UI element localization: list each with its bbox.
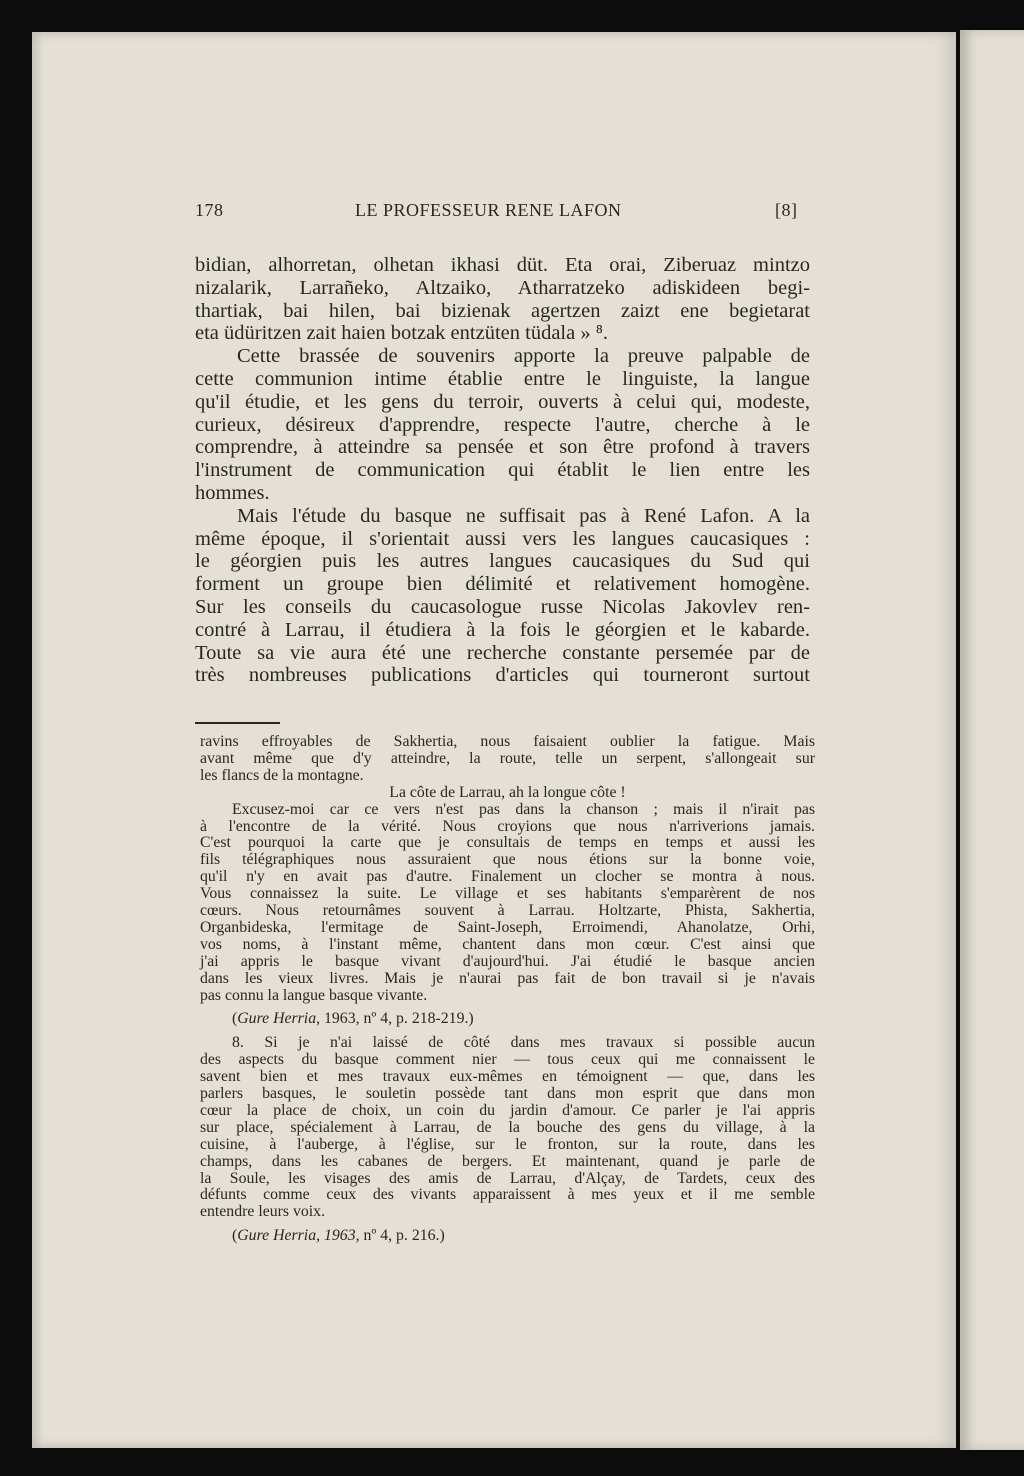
footnote-line: cœurs. Nous retournâmes souvent à Larrau. Holtzarte, Phista, Sakhertia,	[200, 902, 815, 919]
body-line: Sur les conseils du caucasologue russe Nicolas Jakovlev ren-	[195, 596, 810, 618]
footnote-line: des aspects du basque comment nier — tous ceux qui me connaissent le	[200, 1051, 815, 1069]
footnote-line: Excusez-moi car ce vers n'est pas dans la chanson ; mais il n'irait pas	[232, 800, 815, 818]
body-line: Cette brassée de souvenirs apporte la preuve palpable de	[237, 345, 810, 368]
body-line: forment un groupe bien délimité et relativement homogène.	[195, 573, 810, 596]
footnote-line	[200, 1227, 815, 1245]
footnote-line: la Soule, les visages des amis de Larrau, d'Alçay, de Tardets, ceux des	[200, 1169, 815, 1187]
body-line: très nombreuses publications d'articles qui tourneront surtout	[195, 664, 810, 687]
footnote-line: parlers basques, le souletin possède tant dans mon esprit que dans mon	[200, 1085, 815, 1102]
footnote-line: Organbideska, l'ermitage de Saint-Joseph, Erroimendi, Ahanolatze, Orhi,	[200, 918, 815, 936]
body-line: hommes.	[195, 482, 270, 504]
running-title: LE PROFESSEUR RENE LAFON	[355, 200, 622, 220]
footnote-line: ravins effroyables de Sakhertia, nous faisaient oublier la fatigue. Mais	[200, 733, 815, 750]
body-line: contré à Larrau, il étudiera à la fois le géorgien et le kabarde.	[195, 618, 810, 641]
body-line: nizalarik, Larrañeko, Altzaiko, Atharratzeko adiskideen begi-	[195, 276, 810, 299]
body-line: comprendre, à atteindre sa pensée et son être profond à travers	[195, 436, 810, 459]
footnote-line: entendre leurs voix.	[200, 1203, 326, 1221]
footnote-line: 8. Si je n'ai laissé de côté dans mes travaux si possible aucun	[232, 1034, 815, 1052]
citation-title: Gure Herria, 1963,	[237, 1227, 360, 1245]
body-line: eta üdüritzen zait haien botzak entzüten tüdala » ⁸.	[195, 322, 608, 345]
footnote-line: à l'encontre de la vérité. Nous croyions que nous n'arriverions jamais.	[200, 817, 815, 835]
body-line: curieux, désireux d'apprendre, respecte l'autre, cherche à le	[195, 413, 810, 436]
footnote-line: cœur la place de choix, un coin du jardin d'amour. Ce parler je l'ai appris	[200, 1101, 815, 1119]
body-line: Mais l'étude du basque ne suffisait pas à René Lafon. A la	[237, 504, 810, 527]
citation-paren: (	[232, 1227, 238, 1245]
footnote-line: savent bien et mes travaux eux-mêmes en témoignent — que, dans les	[200, 1068, 815, 1086]
footnote-line: fils télégraphiques nous assuraient que nous étions sur la bonne voie,	[200, 851, 815, 869]
citation-details: 1963, nº 4, p. 218-219.)	[320, 1010, 474, 1028]
body-line: même époque, il s'orientait aussi vers les langues caucasiques :	[195, 527, 810, 550]
footnote-line: C'est pourquoi la carte que je consultais de temps en temps et aussi les	[200, 834, 815, 852]
footnote-line: défunts comme ceux des vivants apparaissent à mes yeux et il me semble	[200, 1186, 815, 1204]
body-line: cette communion intime établie entre le linguiste, la langue	[195, 368, 810, 390]
footnote-line: champs, dans les cabanes de bergers. Et maintenant, quand je parle de	[200, 1152, 815, 1170]
body-line: Toute sa vie aura été une recherche constante persemée par de	[195, 641, 810, 664]
footnote-line: sur place, spécialement à Larrau, de la bouche des gens du village, à la	[200, 1118, 815, 1136]
footnote-rule	[195, 722, 280, 724]
footnote-line: dans les vieux livres. Mais je n'aurai pas fait de bon travail si je n'avais	[200, 969, 815, 987]
body-line: bidian, alhorretan, olhetan ikhasi düt. Eta orai, Ziberuaz mintzo	[195, 254, 810, 276]
citation-title: Gure Herria,	[237, 1010, 321, 1028]
facing-page-edge	[960, 30, 1024, 1450]
footnote-line: cuisine, à l'auberge, à l'église, sur le fronton, sur la route, dans les	[200, 1135, 815, 1153]
footnote-line: Vous connaissez la suite. Le village et ses habitants s'emparèrent de nos	[200, 885, 815, 903]
citation-paren: (	[232, 1010, 238, 1028]
footnote-line: avant même que d'y atteindre, la route, telle un serpent, s'allongeait sur	[200, 749, 815, 767]
page-number: 178	[195, 200, 224, 220]
footnote-line	[200, 1010, 815, 1028]
footnote-line: qu'il n'y en avait pas d'autre. Finalement un clocher se montra à nous.	[200, 868, 815, 886]
body-line: le géorgien puis les autres langues caucasiques du Sud qui	[195, 550, 810, 573]
citation-details: nº 4, p. 216.)	[359, 1227, 445, 1245]
footnote-line: La côte de Larrau, ah la longue côte !	[389, 783, 626, 801]
body-line: l'instrument de communication qui établit le lien entre les	[195, 459, 810, 482]
footnote-line: vos noms, à l'instant même, chantent dans mon cœur. C'est ainsi que	[200, 935, 815, 953]
body-line: thartiak, bai hilen, bai bizienak agertzen zaizt ene begietarat	[195, 299, 810, 322]
footnote-line: j'ai appris le basque vivant d'aujourd'hui. J'ai étudié le basque ancien	[200, 952, 815, 970]
body-line: qu'il étudie, et les gens du terroir, ouverts à celui qui, modeste,	[195, 390, 810, 413]
footnote-line: les flancs de la montagne.	[200, 766, 364, 784]
footnote-line: pas connu la langue basque vivante.	[200, 986, 428, 1004]
section-number: [8]	[775, 200, 798, 220]
